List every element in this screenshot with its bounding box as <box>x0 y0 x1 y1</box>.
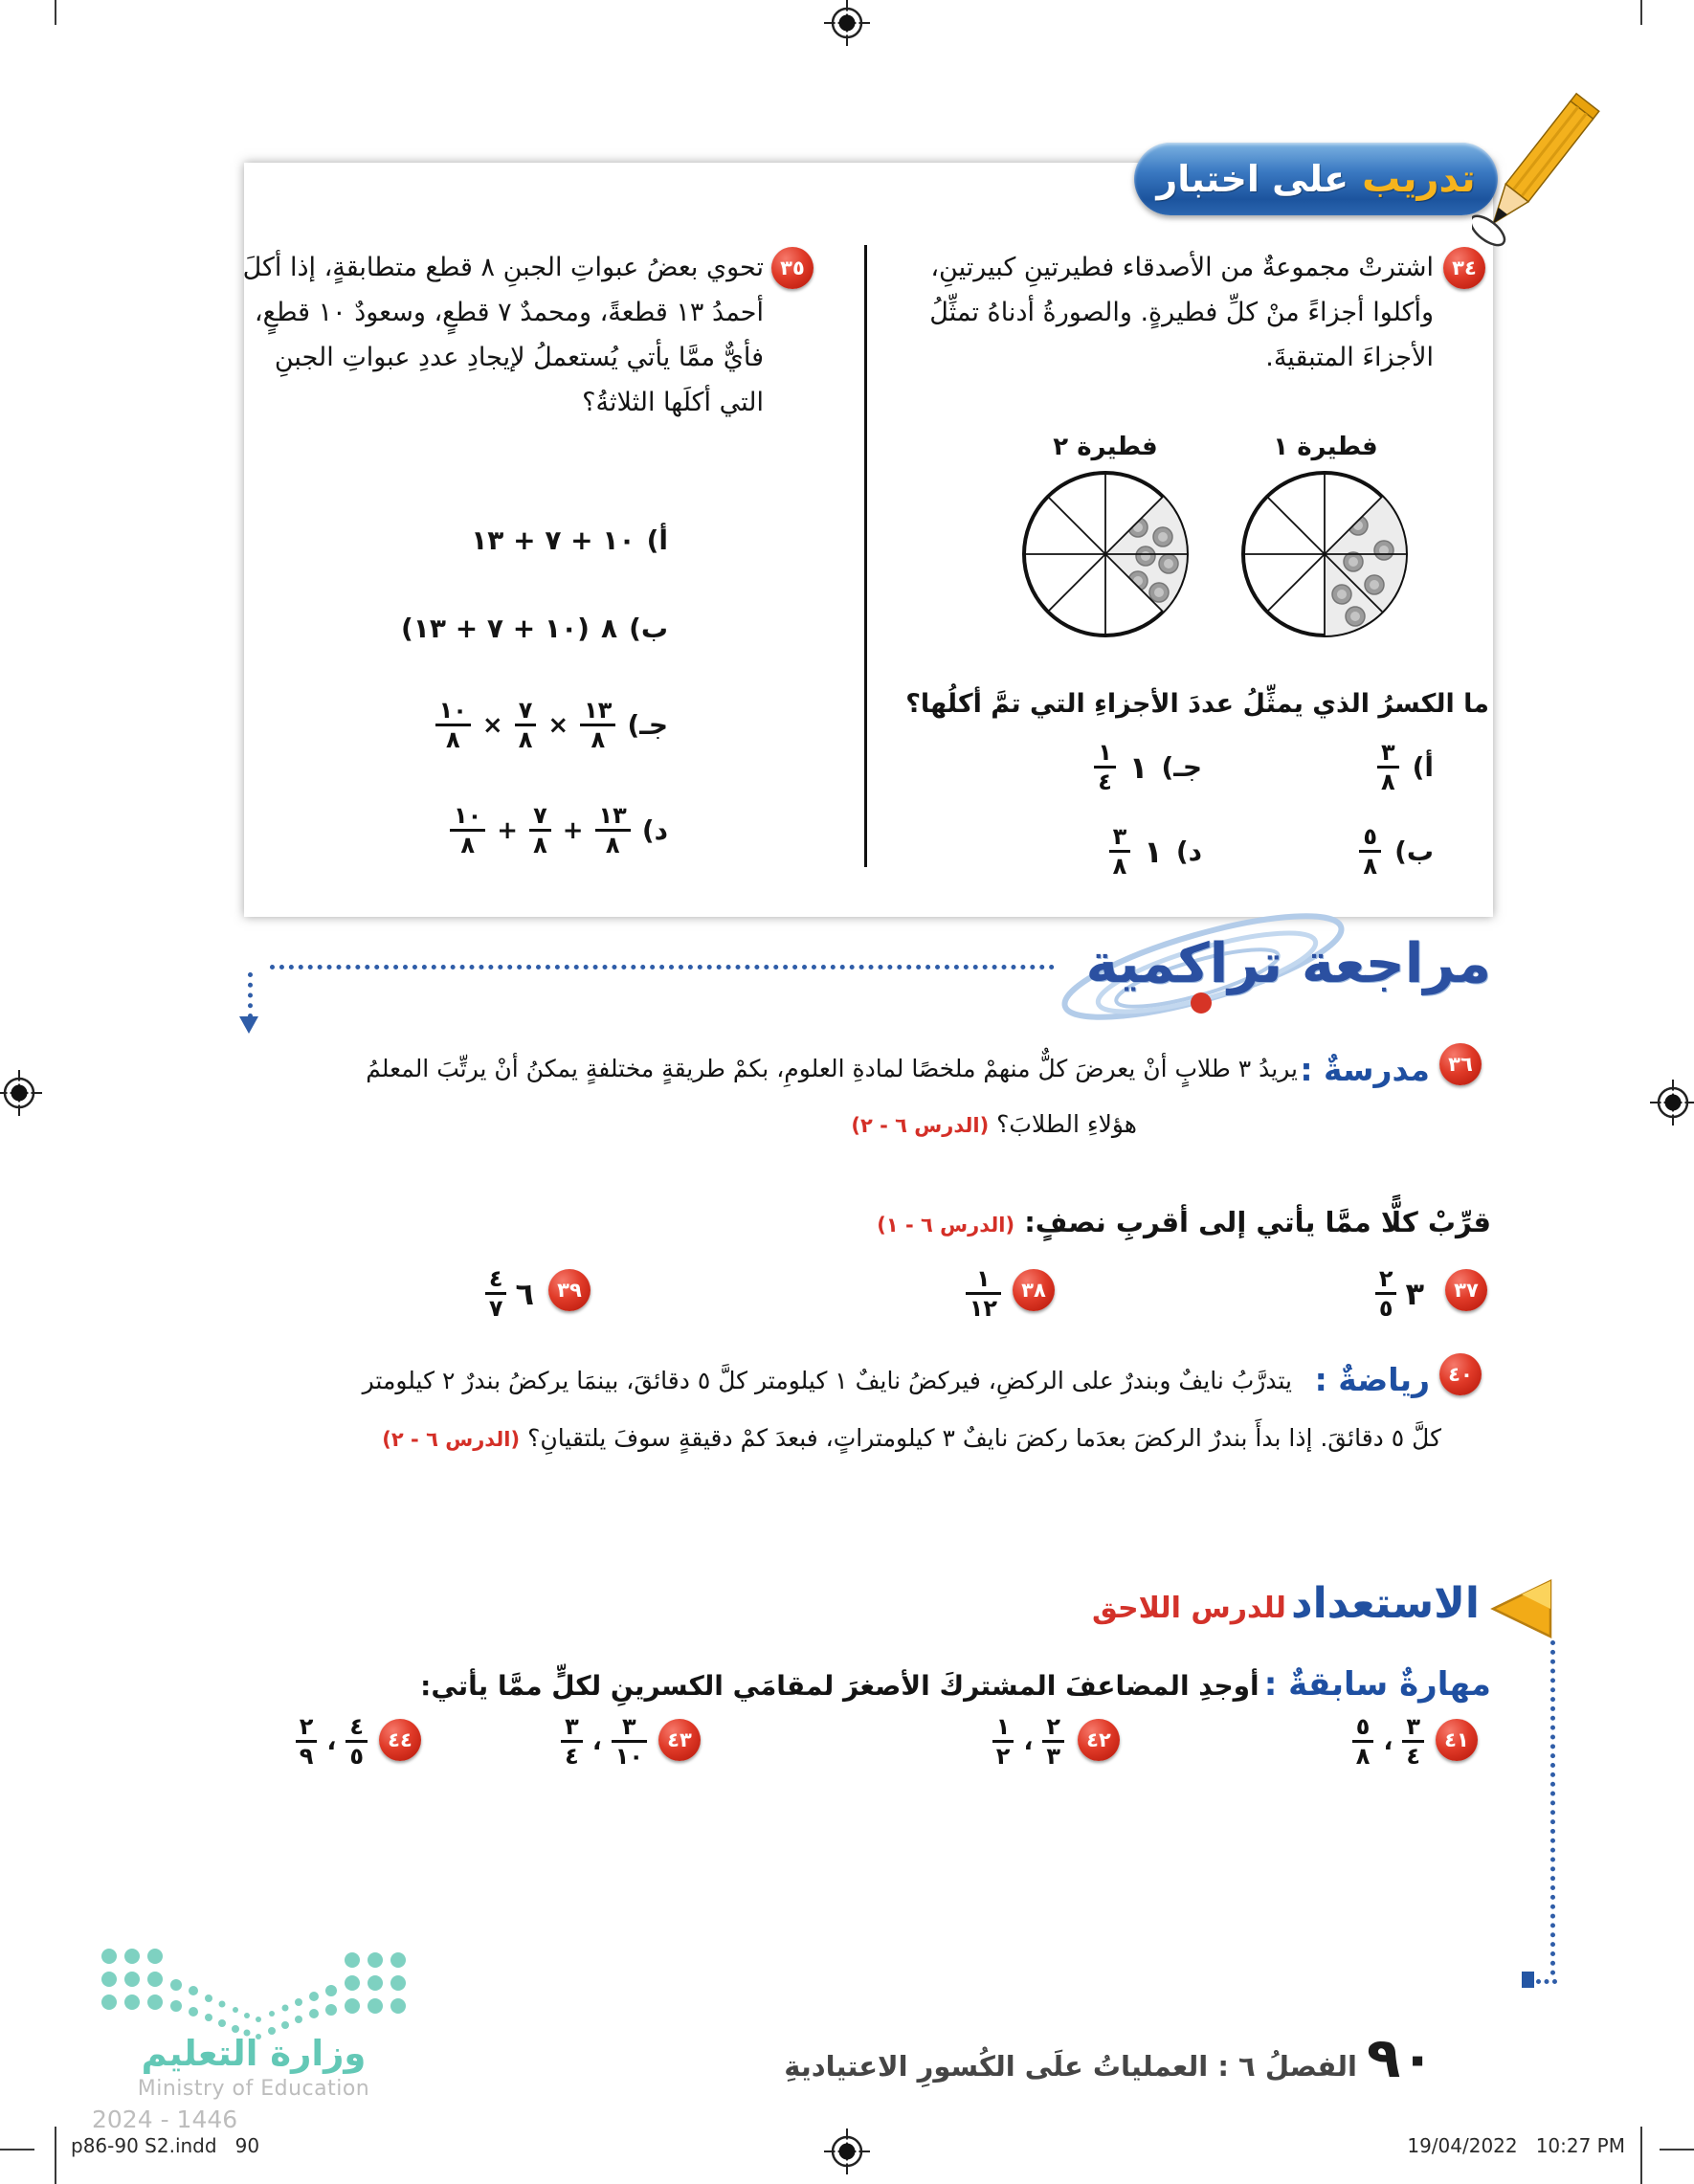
answer-label: أ) <box>1412 751 1434 783</box>
expression: (١٠ + ٧ + ١٣) <box>400 613 590 644</box>
problem-badge <box>1443 247 1485 289</box>
numerator: ٣ <box>1406 1713 1420 1740</box>
pencil-icon <box>1472 77 1616 282</box>
problem-number: ٣٩ <box>557 1279 582 1302</box>
round-instruction <box>877 1206 1491 1238</box>
numerator: ٢ <box>1046 1713 1060 1740</box>
problem-36-line1: يريدُ ٣ طلابٍ أنْ يعرضَ كلٌّ منهمْ ملخصًا لمادةِ العلومِ، بكمْ طريقةٍ مختلفةٍ يمكنُ أنْ يرتِّبَ المعلمُ <box>366 1055 1298 1082</box>
fraction <box>1094 739 1116 795</box>
answer-label: د) <box>641 814 668 846</box>
denominator: ٨ <box>445 726 460 753</box>
problem-36-line2 <box>851 1110 1137 1138</box>
numerator: ٣ <box>1380 739 1395 766</box>
mixed-number <box>1375 1265 1424 1322</box>
fraction <box>580 697 615 753</box>
denominator: ١٢ <box>969 1295 997 1322</box>
problem-35-text: تحوي بعضُ عبواتِ الجبنِ ٨ قطع متطابقةٍ، إذا أكلَ أحمدُ ١٣ قطعةً، ومحمدٌ ٧ قطعٍ، وسعودٌ ١٠ قطعٍ، فأيٌّ ممَّا يأتي يُستعملُ لإيجادِ عددِ عبواتِ الجبنِ التي أكلَها الثلاثةُ؟ <box>242 253 764 417</box>
fraction <box>612 1713 647 1770</box>
ministry-name-english: Ministry of Education <box>137 2077 370 2101</box>
registration-mark-icon <box>824 0 870 46</box>
crop-mark <box>1660 2149 1694 2151</box>
print-date-note: 19/04/2022 10:27 PM <box>1407 2134 1625 2157</box>
denominator: ٨ <box>1363 853 1378 880</box>
multiply-operator: × <box>547 710 569 740</box>
prior-skill-tag: مهارةٌ سابقةٌ : <box>1263 1665 1491 1704</box>
fraction <box>1352 1713 1374 1770</box>
registration-mark-icon <box>0 1070 42 1116</box>
denominator: ٥ <box>349 1743 364 1770</box>
crop-mark <box>1640 2127 1642 2184</box>
answer-row <box>435 697 668 753</box>
numerator: ١ <box>1098 739 1112 766</box>
denominator: ٤ <box>565 1743 579 1770</box>
problem-badge <box>658 1719 701 1761</box>
expression: ١٠ + ٧ + ١٣ <box>471 524 635 556</box>
problem-36-tag: مدرسةٌ : <box>1300 1051 1430 1088</box>
denominator: ٨ <box>591 726 606 753</box>
fraction <box>1377 739 1399 795</box>
fraction <box>529 802 551 858</box>
numerator: ٣ <box>565 1713 579 1740</box>
denominator: ٩ <box>299 1743 314 1770</box>
fraction <box>1402 1713 1424 1770</box>
problem-number: ٤٤ <box>388 1728 412 1751</box>
test-practice-banner <box>1134 143 1498 215</box>
column-divider <box>864 245 867 867</box>
fraction <box>1109 823 1131 880</box>
answer-label: ب) <box>1394 836 1434 867</box>
fraction <box>296 1713 318 1770</box>
ministry-years: 2024 - 1446 <box>92 2106 238 2133</box>
lesson-ref: (الدرس ٦ - ٢) <box>851 1114 990 1137</box>
problem-40-tag: رياضةٌ : <box>1314 1361 1430 1398</box>
whole-number: ٦ <box>515 1275 534 1312</box>
numerator: ٥ <box>1355 1713 1371 1740</box>
problem-number: ٣٥ <box>780 256 805 279</box>
denominator: ٨ <box>1112 853 1127 880</box>
numerator: ١ <box>995 1713 1011 1740</box>
problem-badge <box>1078 1719 1120 1761</box>
fraction <box>515 697 537 753</box>
denominator: ٧ <box>488 1295 503 1322</box>
numerator: ٧ <box>518 697 533 724</box>
round-instruction-text: قرِّبْ كلًّا ممَّا يأتي إلى أقربِ نصفٍ: <box>1024 1206 1491 1238</box>
problem-40-line2 <box>382 1424 1441 1452</box>
numerator: ٧ <box>533 802 547 829</box>
ministry-logo-icon <box>96 1943 412 2043</box>
registration-mark-icon <box>824 2128 870 2174</box>
dotted-connector <box>1550 1640 1555 1975</box>
denominator: ٣ <box>1046 1743 1060 1770</box>
comma: ، <box>591 1727 602 1756</box>
problem-badge <box>1013 1269 1055 1311</box>
problem-40-line2-text: كلَّ ٥ دقائقَ. إذا بدأَ بندرٌ الركضَ بعدَما ركضَ نايفٌ ٣ كيلومتراتٍ، فبعدَ كمْ دقيقةٍ سوفَ يلتقيانِ؟ <box>527 1424 1441 1452</box>
answer-row <box>1377 739 1434 795</box>
lesson-ref: (الدرس ٦ - ١) <box>877 1214 1015 1237</box>
lesson-ref: (الدرس ٦ - ٢) <box>382 1428 521 1451</box>
arrow-down-icon <box>239 1016 258 1034</box>
fraction <box>992 1713 1014 1770</box>
problem-number: ٣٦ <box>1448 1053 1473 1076</box>
answer-row <box>401 613 668 644</box>
numerator: ١٠ <box>438 697 467 724</box>
problem-badge <box>1439 1353 1482 1395</box>
numerator: ٥ <box>1363 823 1378 850</box>
fraction-value <box>966 1265 1001 1322</box>
connector-endpoint <box>1522 1972 1534 1988</box>
triangle-marker-icon <box>1487 1577 1556 1640</box>
print-file-note: p86-90 S2.indd 90 <box>71 2134 260 2157</box>
numerator: ١٣ <box>598 802 627 829</box>
prep-heading <box>1092 1579 1480 1628</box>
problem-badge <box>1436 1719 1478 1761</box>
pie-2-chart <box>1019 468 1192 640</box>
denominator: ٤ <box>1098 769 1112 795</box>
fraction <box>1359 823 1381 880</box>
problem-number: ٤٢ <box>1086 1728 1111 1751</box>
fraction <box>450 802 485 858</box>
denominator: ٨ <box>605 832 620 858</box>
fraction <box>345 1713 368 1770</box>
whole-number: ١ <box>1128 748 1148 786</box>
problem-badge <box>1439 1043 1482 1085</box>
answer-label: جـ) <box>627 709 668 741</box>
whole-number: ١ <box>1144 833 1163 870</box>
cumulative-review-heading: مراجعة تراكمية <box>1085 932 1491 995</box>
comma: ، <box>326 1727 337 1756</box>
numerator: ٣ <box>1112 823 1127 850</box>
numerator: ٤ <box>488 1265 503 1292</box>
denominator: ٨ <box>1380 769 1395 795</box>
multiply-operator: × <box>481 710 503 740</box>
problem-badge <box>379 1719 421 1761</box>
page-number: ٩٠ <box>1367 2025 1435 2090</box>
numerator: ١٣ <box>584 697 613 724</box>
fraction <box>595 802 631 858</box>
fraction <box>1375 1265 1397 1322</box>
problem-number: ٣٧ <box>1454 1279 1479 1302</box>
dotted-connector <box>1536 1979 1557 1984</box>
answer-label: د) <box>1175 836 1202 867</box>
denominator: ٨ <box>533 832 547 858</box>
prep-heading-blue: الاستعداد <box>1291 1579 1480 1628</box>
chapter-title: الفصلُ ٦ : العملياتُ علَى الكُسورِ الاعتياديةِ <box>784 2050 1357 2083</box>
whole-number: ٣ <box>1405 1275 1424 1312</box>
dotted-connector <box>270 965 1055 969</box>
ministry-name-arabic: وزارة التعليم <box>141 2033 367 2074</box>
crop-mark <box>55 2127 56 2184</box>
answer-label: ب) <box>629 613 668 644</box>
problem-badge <box>548 1269 591 1311</box>
comma: ، <box>1383 1727 1393 1756</box>
denominator: ١٠ <box>614 1743 643 1770</box>
problem-badge <box>771 247 814 289</box>
fraction <box>561 1713 583 1770</box>
fraction <box>966 1265 1001 1322</box>
answer-label: جـ) <box>1161 751 1202 783</box>
answer-row <box>471 524 668 556</box>
numerator: ٣ <box>622 1713 636 1740</box>
fraction-pair <box>296 1713 368 1770</box>
problem-34-question: ما الكسرُ الذي يمثِّلُ عددَ الأجزاءِ التي تمَّ أكلُها؟ <box>905 689 1489 719</box>
pie-1-chart <box>1238 468 1411 640</box>
problem-badge <box>1445 1269 1487 1311</box>
numerator: ٢ <box>299 1713 314 1740</box>
pie-2-label: فطيرة ٢ <box>1053 433 1158 461</box>
coefficient: ٨ <box>600 613 618 644</box>
mixed-number <box>485 1265 534 1322</box>
answer-label: أ) <box>646 524 668 556</box>
problem-number: ٤٠ <box>1448 1363 1473 1386</box>
prep-heading-red: للدرس اللاحق <box>1091 1592 1286 1625</box>
registration-mark-icon <box>1650 1080 1694 1125</box>
denominator: ٨ <box>460 832 475 858</box>
denominator: ٨ <box>1355 1743 1371 1770</box>
dotted-connector <box>248 972 253 1018</box>
denominator: ٢ <box>995 1743 1011 1770</box>
numerator: ٤ <box>349 1713 364 1740</box>
problem-36-line2-text: هؤلاءِ الطلابَ؟ <box>996 1110 1137 1138</box>
pie-1-label: فطيرة ١ <box>1273 433 1378 461</box>
answer-row <box>450 802 668 858</box>
problem-number: ٣٤ <box>1452 256 1477 279</box>
comma: ، <box>1023 1727 1034 1756</box>
answer-row <box>1094 739 1202 795</box>
plus-operator: + <box>497 815 519 845</box>
fraction-pair <box>992 1713 1064 1770</box>
denominator: ٨ <box>518 726 533 753</box>
fraction <box>1042 1713 1064 1770</box>
fraction-pair <box>561 1713 647 1770</box>
fraction-pair <box>1352 1713 1424 1770</box>
prior-skill-line <box>420 1665 1491 1704</box>
problem-number: ٤١ <box>1444 1728 1469 1751</box>
denominator: ٥ <box>1378 1295 1393 1322</box>
crop-mark <box>0 2149 34 2151</box>
answer-row <box>1109 823 1202 880</box>
banner-title-accent: تدريب <box>1362 157 1476 201</box>
problem-34-text: اشترتْ مجموعةٌ من الأصدقاء فطيرتينِ كبيرتينِ، وأكلوا أجزاءً منْ كلِّ فطيرةٍ. والصورةُ أدناهُ تمثِّلُ الأجزاءَ المتبقيةَ. <box>929 253 1434 372</box>
crop-mark <box>55 0 56 25</box>
problem-number: ٤٣ <box>667 1728 692 1751</box>
banner-title-rest: على اختبار <box>1156 158 1349 200</box>
prior-skill-text: أوجدِ المضاعفَ المشتركَ الأصغرَ لمقامَي الكسرينِ لكلٍّ ممَّا يأتي: <box>420 1670 1259 1702</box>
numerator: ٢ <box>1378 1265 1393 1292</box>
plus-operator: + <box>562 815 584 845</box>
problem-40-line1: يتدرَّبُ نايفٌ وبندرٌ على الركضِ، فيركضُ نايفٌ ١ كيلومتر كلَّ ٥ دقائقَ، بينمَا يركضُ بندرٌ ٢ كيلومتر <box>362 1367 1292 1394</box>
numerator: ١٠ <box>453 802 482 829</box>
answer-row <box>1359 823 1434 880</box>
fraction <box>485 1265 507 1322</box>
problem-number: ٣٨ <box>1021 1279 1046 1302</box>
numerator: ١ <box>976 1265 991 1292</box>
fraction <box>435 697 471 753</box>
crop-mark <box>1640 0 1642 25</box>
denominator: ٤ <box>1406 1743 1420 1770</box>
